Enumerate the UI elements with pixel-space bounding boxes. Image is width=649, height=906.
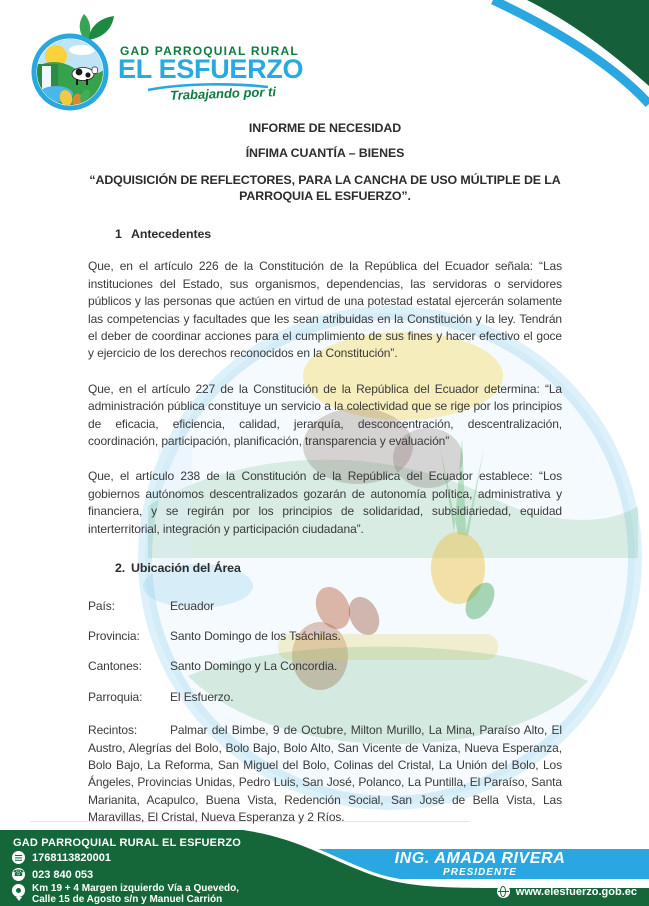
field-row-recintos (88, 722, 562, 826)
field-label-parroquia: Parroquia: (88, 689, 143, 704)
paragraph-articulo-238: Que, el artículo 238 de la Constitución de la República del Ecuador establece: “Los gobiernos autónomos descentralizados gozarán de autonomía política, administrativa y financiera, y se regirán por los principios de solidaridad, subsidiariedad, equidad interterritorial, integración y participación ciudadana”. (88, 469, 562, 536)
field-row-cantones (88, 658, 562, 675)
field-row-pais (88, 598, 562, 615)
doc-title-line2: ÍNFIMA CUANTÍA – BIENES (245, 146, 405, 160)
field-label-provincia: Provincia: (88, 628, 140, 643)
field-value-cantones: Santo Domingo y La Concordia. (170, 659, 338, 674)
footer-phone-number: 023 840 053 (32, 868, 94, 881)
section2-title: Ubicación del Área (131, 561, 241, 576)
ruc-icon-lines (15, 854, 22, 861)
phone-icon-glyph: ☎ (12, 869, 25, 879)
field-label-cantones: Cantones: (88, 659, 142, 674)
footer-address-row (12, 884, 239, 905)
field-value-pais: Ecuador (170, 598, 214, 613)
location-pin-icon (12, 884, 25, 897)
president-banner (315, 850, 645, 878)
field-label-recintos: Recintos: (88, 723, 138, 738)
globe-icon (497, 885, 510, 898)
section2-number: 2. (115, 561, 126, 576)
president-title: PRESIDENTE (443, 867, 517, 878)
paragraph-articulo-227: Que, en el artículo 227 de la Constitución de la República del Ecuador determina: “La administración pública constituye un servicio a la colectividad que se rige por los principios de eficacia, eficiencia, calidad, jerarquía, desconcentración, descentralización, coordinación, participación, planificación, transparencia y evaluación” (88, 381, 562, 449)
section1-number: 1 (115, 227, 122, 241)
field-row-provincia (88, 628, 562, 645)
org-type-text: GAD PARROQUIAL RURAL (120, 44, 299, 58)
section2-heading (115, 560, 562, 577)
field-row-parroquia (88, 689, 562, 706)
section1-heading (115, 226, 562, 243)
org-logo (26, 12, 122, 116)
section1-title: Antecedentes (131, 227, 212, 241)
doc-title-line3: “ADQUISICIÓN DE REFLECTORES, PARA LA CANCHA DE USO MÚLTIPLE DE LA PARROQUIA EL ESFUERZO”. (89, 173, 561, 203)
footer-website-url: www.elesfuerzo.gob.ec (515, 885, 637, 898)
field-value-recintos: Palmar del Bimbe, 9 de Octubre, Milton Murillo, La Mina, Paraíso Alto, El Austro, Alegrías del Bolo, Bolo Bajo, Bolo Alto, San Vicente de Vaniza, Nueva Esperanza, Bolo Bajo, La Reforma, San Miguel del Bolo, Colinas del Cristal, La Unión del Bolo, Los Ángeles, Provincias Unidas, Pedro Luis, San José, Polanco, La Puntilla, El Paraíso, Santa Marianita, Acapulco, Buena Vista, Redención Social, San José de Bella Vista, Las Maravillas, El Cristal, Nueva Esperanza y 2 Ríos. (88, 723, 562, 825)
footer-address (32, 884, 239, 905)
org-tagline: Trabajando por ti (169, 84, 277, 103)
footer-org-name: GAD PARROQUIAL RURAL EL ESFUERZO (13, 837, 242, 849)
footer-address-line1: Km 19 + 4 Margen izquierdo Vía a Quevedo, (32, 883, 240, 894)
phone-icon (12, 868, 25, 881)
document-content (88, 120, 562, 839)
corner-swoosh-decoration (449, 0, 649, 130)
footer-address-line2: Calle 15 de Agosto s/n y Manuel Carrión (32, 893, 223, 905)
footer-letterhead (0, 830, 649, 906)
footer-phone-row (12, 868, 93, 881)
field-value-provincia: Santo Domingo de los Tsáchilas. (170, 628, 341, 643)
footer-ruc-row (12, 851, 111, 864)
ruc-icon (12, 851, 25, 864)
location-pin-dot (16, 888, 21, 893)
footer-website-row (497, 885, 637, 898)
doc-title-line1: INFORME DE NECESIDAD (248, 121, 402, 135)
field-value-parroquia: El Esfuerzo. (170, 689, 234, 704)
field-label-pais: País: (88, 598, 115, 613)
footer-ruc-number: 1768113820001 (32, 851, 111, 864)
org-name-text: EL ESFUERZO (118, 54, 304, 84)
paragraph-articulo-226: Que, en el artículo 226 de la Constitución de la República del Ecuador señala: “Las instituciones del Estado, sus organismos, dependencias, las servidoras o servidores públicos y las personas que actúen en virtud de una potestad estatal ejercerán solamente las competencias y facultades que les sean atribuidas en la Constitución y la ley. Tendrán el deber de coordinar acciones para el cumplimiento de sus fines y hacer efectivo el goce y ejercicio de los derechos reconocidos en la Constitución”. (88, 259, 562, 361)
president-name: ING. AMADA RIVERA (394, 850, 566, 867)
